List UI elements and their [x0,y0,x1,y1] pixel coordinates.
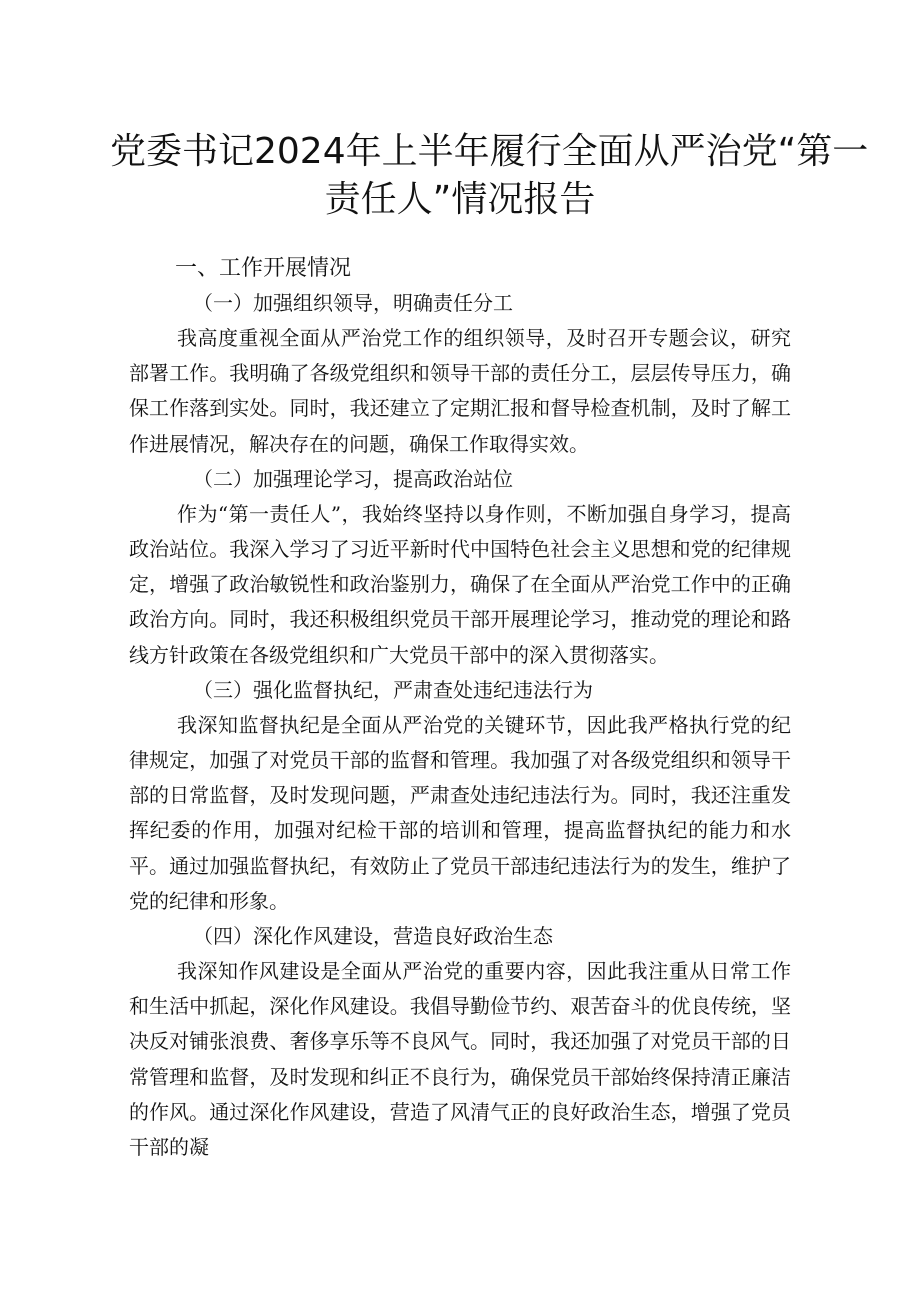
subsection-heading-1: （一）加强组织领导，明确责任分工 [193,291,513,315]
paragraph-2: 作为“第一责任人”，我始终坚持以身作则，不断加强自身学习，提高政治站位。我深入学习了习近平新时代中国特色社会主义思想和党的纪律规定，增强了政治敏锐性和政治鉴别力，确保了在全面从严治党工作中的正确政治方向。同时，我还积极组织党员干部开展理论学习，推动党的理论和路线方针政策在各级党组织和广大党员干部中的深入贯彻落实。 [129,501,791,667]
title-line-2: 责任人”情况报告 [324,179,596,220]
title-line-1: 党委书记2024年上半年履行全面从严治党“第一 [110,131,869,172]
paragraph-1: 我高度重视全面从严治党工作的组织领导，及时召开专题会议，研究部署工作。我明确了各级党组织和领导干部的责任分工，层层传导压力，确保工作落到实处。同时，我还建立了定期汇报和督导检查机制，及时了解工作进展情况，解决存在的问题，确保工作取得实效。 [129,326,791,456]
paragraph-3: 我深知监督执纪是全面从严治党的关键环节，因此我严格执行党的纪律规定，加强了对党员干部的监督和管理。我加强了对各级党组织和领导干部的日常监督，及时发现问题，严肃查处违纪违法行为。同时，我还注重发挥纪委的作用，加强对纪检干部的培训和管理，提高监督执纪的能力和水平。通过加强监督执纪，有效防止了党员干部违纪违法行为的发生，维护了党的纪律和形象。 [129,712,791,913]
subsection-heading-4: （四）深化作风建设，营造良好政治生态 [193,924,553,949]
document-title [110,128,869,224]
document-body [129,251,791,1165]
section-heading-1: 一、工作开展情况 [175,256,352,281]
subsection-heading-3: （三）强化监督执纪，严肃查处违纪违法行为 [193,677,593,702]
subsection-heading-2: （二）加强理论学习，提高政治站位 [193,466,513,491]
paragraph-4: 我深知作风建设是全面从严治党的重要内容，因此我注重从日常工作和生活中抓起，深化作风建设。我倡导勤俭节约、艰苦奋斗的优良传统，坚决反对铺张浪费、奢侈享乐等不良风气。同时，我还加强了对党员干部的日常管理和监督，及时发现和纠正不良行为，确保党员干部始终保持清正廉洁的作风。通过深化作风建设，营造了风清气正的良好政治生态，增强了党员干部的凝 [129,959,791,1160]
